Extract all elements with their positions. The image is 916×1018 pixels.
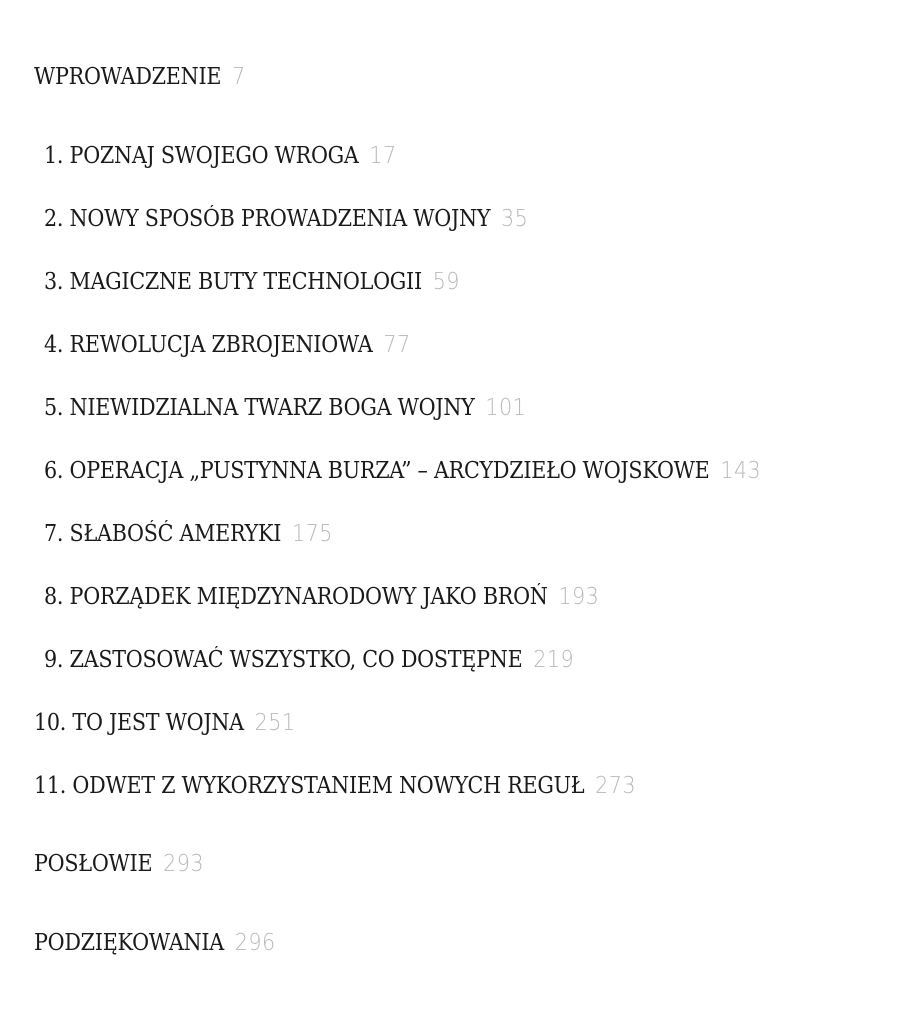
toc-entry-acknowledgements[interactable]	[34, 928, 276, 958]
toc-entry-title: NIEWIDZIALNA TWARZ BOGA WOJNY	[69, 395, 475, 421]
toc-entry-page: 17	[369, 143, 397, 169]
toc-entry-page: 35	[501, 206, 529, 232]
toc-entry-title: WPROWADZENIE	[34, 64, 222, 90]
toc-entry-page: 101	[485, 395, 527, 421]
toc-entry-title: REWOLUCJA ZBROJENIOWA	[69, 332, 373, 358]
toc-chapter-number: 6.	[44, 458, 64, 484]
toc-entry-page: 293	[163, 851, 204, 877]
toc-entry-page: 273	[595, 773, 637, 799]
toc-entry-title: POZNAJ SWOJEGO WROGA	[69, 143, 359, 169]
toc-entry-title: OPERACJA „PUSTYNNA BURZA” – ARCYDZIEŁO WOJSKOWE	[69, 458, 710, 484]
toc-chapter-number: 9.	[44, 647, 64, 673]
toc-entry-title: MAGICZNE BUTY TECHNOLOGII	[69, 269, 422, 295]
toc-entry-title: SŁABOŚĆ AMERYKI	[69, 521, 282, 547]
toc-chapter-number: 1.	[44, 143, 64, 169]
toc-entry-chapter-4[interactable]	[44, 330, 411, 360]
toc-entry-chapter-2[interactable]	[44, 204, 528, 234]
toc-entry-chapter-6[interactable]	[44, 456, 761, 486]
toc-entry-introduction[interactable]	[34, 62, 246, 92]
toc-entry-page: 143	[720, 458, 762, 484]
toc-entry-page: 59	[432, 269, 460, 295]
toc-entry-title: TO JEST WOJNA	[72, 710, 244, 736]
toc-entry-page: 193	[558, 584, 600, 610]
toc-entry-title: ODWET Z WYKORZYSTANIEM NOWYCH REGUŁ	[72, 773, 585, 799]
toc-entry-chapter-3[interactable]	[44, 267, 460, 297]
toc-chapter-number: 10.	[34, 710, 67, 736]
toc-entry-title: POSŁOWIE	[34, 851, 153, 877]
toc-entry-chapter-5[interactable]	[44, 393, 526, 423]
toc-entry-chapter-9[interactable]	[44, 645, 574, 675]
toc-entry-title: PORZĄDEK MIĘDZYNARODOWY JAKO BROŃ	[69, 584, 548, 610]
toc-entry-chapter-11[interactable]	[34, 771, 636, 801]
toc-entry-chapter-7[interactable]	[44, 519, 333, 549]
toc-chapter-number: 5.	[44, 395, 64, 421]
toc-entry-page: 296	[234, 930, 276, 956]
toc-entry-afterword[interactable]	[34, 849, 204, 879]
toc-entry-chapter-8[interactable]	[44, 582, 599, 612]
toc-entry-page: 175	[291, 521, 333, 547]
toc-entry-title: ZASTOSOWAĆ WSZYSTKO, CO DOSTĘPNE	[69, 647, 523, 673]
toc-chapter-number: 8.	[44, 584, 64, 610]
toc-chapter-number: 3.	[44, 269, 64, 295]
toc-chapter-number: 11.	[34, 773, 67, 799]
toc-chapter-number: 2.	[44, 206, 64, 232]
toc-entry-chapter-1[interactable]	[44, 141, 397, 171]
toc-chapter-number: 4.	[44, 332, 64, 358]
toc-entry-page: 77	[383, 332, 411, 358]
toc-entry-title: PODZIĘKOWANIA	[34, 930, 224, 956]
toc-entry-chapter-10[interactable]	[34, 708, 296, 738]
toc-entry-page: 219	[533, 647, 575, 673]
toc-entry-page: 7	[232, 64, 246, 90]
toc-entry-title: NOWY SPOSÓB PROWADZENIA WOJNY	[69, 206, 491, 232]
toc-entry-page: 251	[254, 710, 296, 736]
toc-chapter-number: 7.	[44, 521, 64, 547]
